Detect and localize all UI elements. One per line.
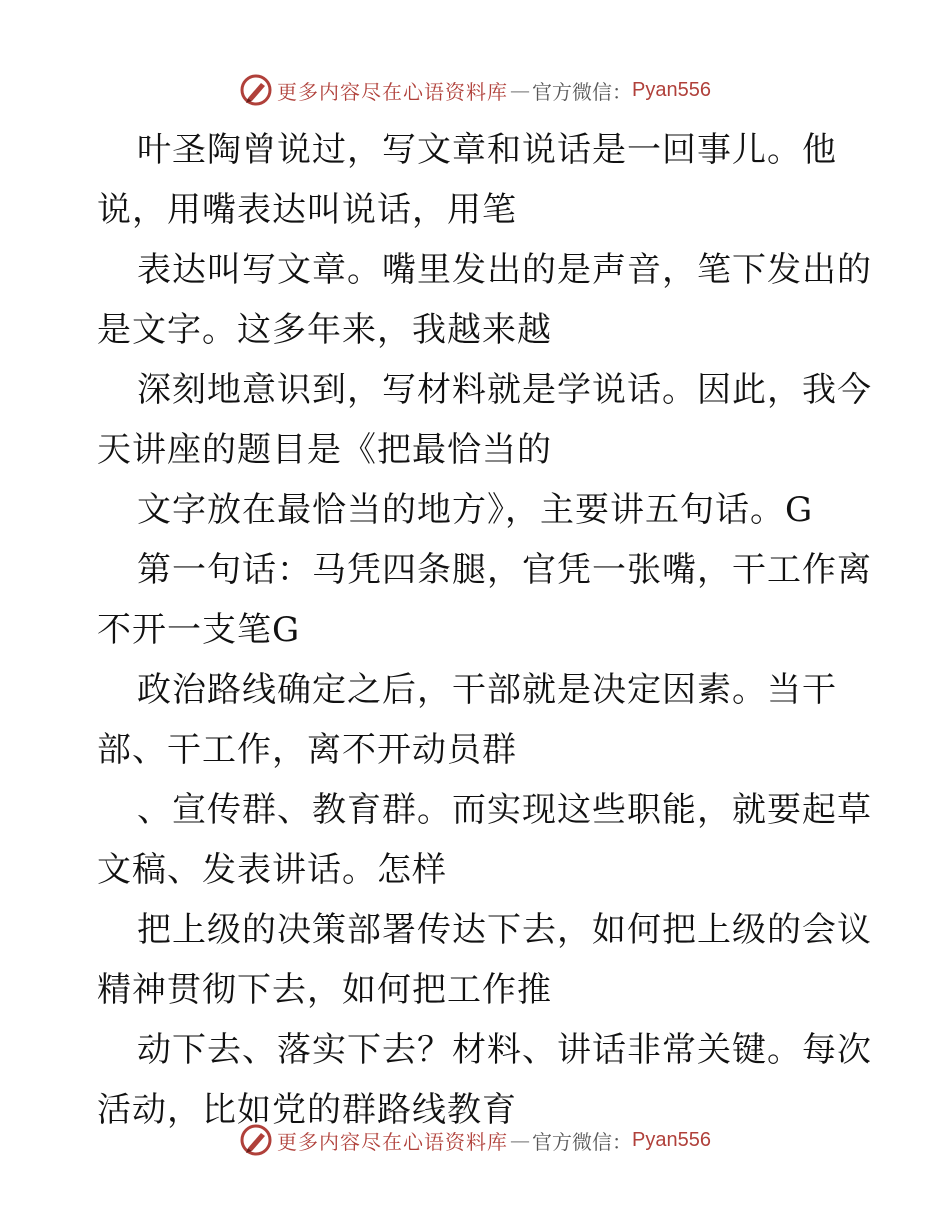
text-line: 叶圣陶曾说过，写文章和说话是一回事儿。他 [137, 130, 837, 170]
watermark-official-label: 官方微信： [532, 79, 633, 104]
text-line: 精神贯彻下去，如何把工作推 [97, 970, 552, 1010]
text-line: 活动，比如党的群路线教育 [97, 1090, 517, 1130]
text-line: 表达叫写文章。嘴里发出的是声音，笔下发出的 [137, 250, 872, 290]
watermark-wechat-id: Pyan556 [632, 1128, 711, 1151]
text-line: 部、干工作，离不开动员群 [97, 730, 517, 770]
footer-watermark [0, 1120, 950, 1160]
watermark-official-label: 官方微信： [532, 1129, 633, 1154]
text-line: 把上级的决策部署传达下去，如何把上级的会议 [137, 910, 872, 950]
text-line: 文稿、发表讲话。怎样 [97, 850, 447, 890]
watermark-dash: — [510, 78, 531, 102]
text-line: 文字放在最恰当的地方》，主要讲五句话。G [137, 490, 814, 530]
text-line: 不开一支笔G [97, 610, 301, 650]
pen-logo-icon [239, 1123, 273, 1157]
text-line: 深刻地意识到，写材料就是学说话。因此，我今 [137, 370, 872, 410]
text-line: 是文字。这多年来，我越来越 [97, 310, 552, 350]
watermark-dash: — [510, 1128, 531, 1152]
text-line: 、宣传群、教育群。而实现这些职能，就要起草 [137, 790, 872, 830]
text-line: 政治路线确定之后，干部就是决定因素。当干 [137, 670, 837, 710]
text-line: 天讲座的题目是《把最恰当的 [97, 430, 552, 470]
watermark-wechat-id: Pyan556 [632, 78, 711, 101]
text-line: 说，用嘴表达叫说话，用笔 [97, 190, 517, 230]
text-line: 第一句话：马凭四条腿，官凭一张嘴，干工作离 [137, 550, 872, 590]
document-body [97, 120, 872, 1140]
watermark-brand: 更多内容尽在心语资料库 [277, 1129, 509, 1154]
text-line: 动下去、落实下去？材料、讲话非常关键。每次 [137, 1030, 872, 1070]
pen-logo-icon [239, 73, 273, 107]
header-watermark [0, 70, 950, 110]
watermark-brand: 更多内容尽在心语资料库 [277, 79, 509, 104]
